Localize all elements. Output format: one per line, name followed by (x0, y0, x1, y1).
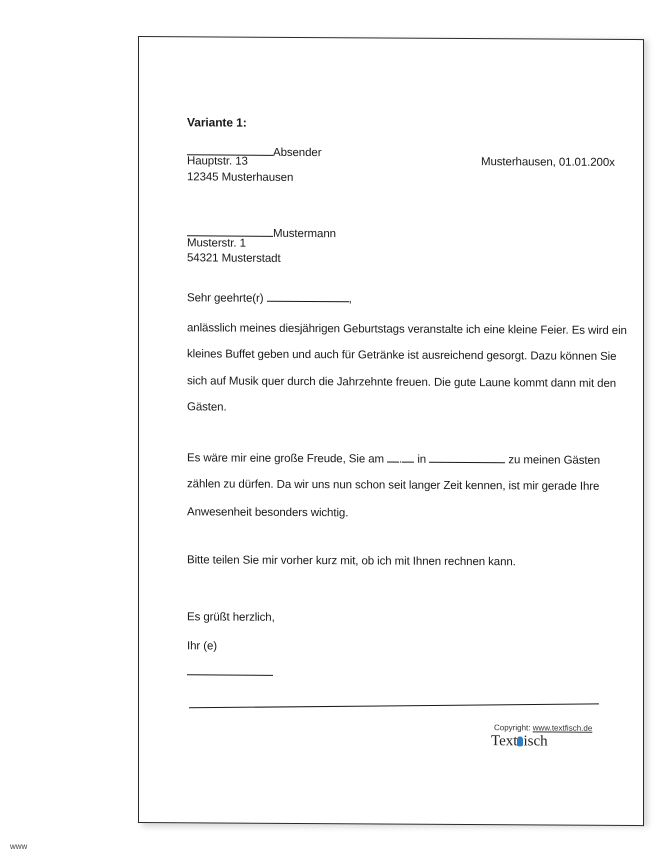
day-blank[interactable] (387, 453, 399, 463)
logo-text-start: Text (491, 733, 518, 750)
sender-label: Absender (273, 146, 322, 160)
recipient-blank[interactable] (187, 226, 273, 237)
location-blank[interactable] (429, 453, 505, 463)
paragraph2-line1 (187, 451, 600, 468)
date-place: Musterhausen, 01.01.200x (481, 156, 615, 169)
copyright-link[interactable]: www.textfisch.de (532, 723, 593, 733)
footer-divider (189, 703, 599, 708)
paragraph3: Bitte teilen Sie mir vorher kurz mit, ob ich mit Ihnen rechnen kann. (187, 554, 516, 569)
copyright (494, 723, 592, 733)
salutation-comma: , (348, 293, 352, 306)
recipient-street: Musterstr. 1 (187, 237, 246, 250)
corner-watermark: www (10, 842, 28, 851)
recipient-label: Mustermann (273, 227, 336, 241)
recipient-city: 54321 Musterstadt (187, 252, 281, 265)
salutation-blank[interactable] (267, 292, 349, 303)
paragraph1-line2: kleines Buffet geben und auch für Getränke ist ausreichend gesorgt. Dazu können Sie (187, 348, 617, 363)
copyright-label: Copyright: (494, 723, 531, 733)
textfisch-logo (491, 733, 548, 750)
paragraph2-line3: Anwesenheit besonders wichtig. (187, 506, 349, 520)
month-blank[interactable] (402, 453, 414, 463)
date-dot: . (399, 453, 403, 466)
letter-page (138, 36, 644, 826)
invitation-end: zu meinen Gästen (508, 454, 601, 467)
salutation (187, 291, 352, 306)
signature-label: Ihr (e) (187, 640, 217, 653)
invitation-text: Es wäre mir eine große Freude, Sie am (187, 452, 384, 466)
signature-blank[interactable] (187, 665, 273, 676)
signature-line (187, 665, 273, 680)
variant-heading: Variante 1: (187, 115, 247, 130)
paragraph2-line2: zählen zu dürfen. Da wir uns nun schon seit langer Zeit kennen, ist mir gerade Ihre (187, 478, 600, 493)
paragraph1-line3: sich auf Musik quer durch die Jahrzehnte freuen. Die gute Laune kommt dann mit den (187, 375, 617, 390)
logo-text-end: isch (523, 733, 548, 750)
sender-street: Hauptstr. 13 (187, 155, 248, 168)
sender-city: 12345 Musterhausen (187, 171, 294, 184)
paragraph1-line4: Gästen. (187, 401, 227, 414)
paragraph1-line1: anlässlich meines diesjährigen Geburtstags veranstalte ich eine kleine Feier. Es wird ein (187, 322, 627, 337)
salutation-text: Sehr geehrte(r) (187, 292, 264, 305)
closing: Es grüßt herzlich, (187, 611, 275, 624)
in-word: in (417, 453, 427, 466)
